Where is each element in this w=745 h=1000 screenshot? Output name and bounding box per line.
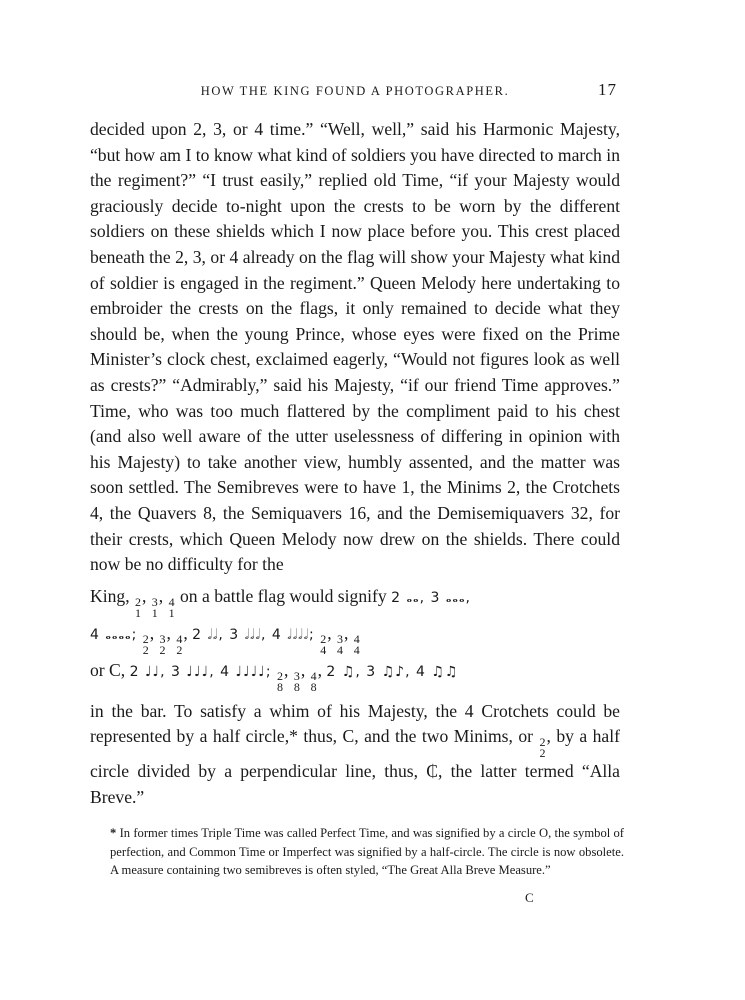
fraction: 4 2 bbox=[176, 631, 183, 656]
notation-row-1: King, 2 1 , 3 1 , 4 1 on a battle flag would signify 2 𝅝𝅝, 3 𝅝𝅝𝅝, bbox=[90, 585, 471, 619]
fraction: 2 1 bbox=[135, 594, 141, 619]
quaver-notes: 2 ♫, 3 ♫♪, 4 ♫♫ bbox=[326, 663, 459, 680]
notation-row-3: or C, 2 ♩♩, 3 ♩♩♩, 4 ♩♩♩♩; 2 8 , 3 8 , 4 8 , 2 ♫, 3 ♫♪, 4 ♫♫ bbox=[90, 659, 459, 693]
minim-notes: 2 𝅗𝅥𝅗𝅥, 3 𝅗𝅥𝅗𝅥𝅗𝅥, 4 𝅗𝅥𝅗𝅥𝅗𝅥𝅗𝅥; bbox=[192, 626, 315, 643]
page-number: 17 bbox=[598, 80, 617, 99]
paragraph: decided upon 2, 3, or 4 time.” “Well, well,” said his Harmonic Majesty, “but how am I to know what kind of soldiers you have directed to march in the regiment?” “I trust easily,” replied old Time, “if your Majesty would graciously decide to-night upon the crests to be worn by the different soldiers on these shields which I now place before you. This crest placed beneath the 2, 3, or 4 already on the flag will show your Majesty what kind of soldier is engaged in the regiment.” Queen Melody here undertaking to embroider the crests on the flags, it only remained to decide what they should be, when the young Prince, whose eyes were fixed on the Prime Minister’s clock chest, exclaimed eagerly, “Would not figures look as well as crests?” “Admirably,” said his Majesty, “if our friend Time approves.” Time, who was too much flattered by the compliment paid to his chest (and also well aware of the utter uselessness of differing in opinion with his Majesty) to take another view, humbly assented, and the matter was soon settled. The Semibreves were to have 1, the Minims 2, the Crotchets 4, the Quavers 8, the Semiquavers 16, and the Demisemiquavers 32, for their crests, which Queen Melody now drew on the shields. There could now be no difficulty for the bbox=[90, 119, 620, 575]
fraction: 3 2 bbox=[159, 631, 166, 656]
running-title: HOW THE KING FOUND A PHOTOGRAPHER. bbox=[200, 84, 510, 98]
fraction: 4 8 bbox=[310, 668, 317, 693]
crotchet-notes: 2 ♩♩, 3 ♩♩♩, 4 ♩♩♩♩; bbox=[129, 663, 272, 680]
fraction: 3 8 bbox=[293, 668, 300, 693]
semibreve-notes: 4 𝅝𝅝𝅝𝅝; bbox=[90, 626, 138, 643]
fraction: 2 4 bbox=[320, 631, 327, 656]
fraction: 2 2 bbox=[142, 631, 149, 656]
semibreve-notes: 2 𝅝𝅝, 3 𝅝𝅝𝅝, bbox=[391, 589, 471, 606]
main-text bbox=[90, 117, 620, 810]
footnote bbox=[110, 824, 624, 880]
fraction: 4 4 bbox=[353, 631, 360, 656]
paragraph: in the bar. To satisfy a whim of his Majesty, the 4 Crotchets could be represented by a half circle,* thus, C, and the two Minims, or 2 2 , by a half circle divided by a perpendicular line, thus, ₵, the latter termed “Alla Breve.” bbox=[90, 700, 620, 807]
fraction: 4 1 bbox=[168, 594, 175, 619]
fraction: 2 2 bbox=[539, 735, 546, 761]
fraction: 2 8 bbox=[277, 668, 284, 693]
footnote-text: In former times Triple Time was called Perfect Time, and was signified by a circle O, the symbol of perfection, and Common Time or Imperfect was signified by a half-circle. The circle is now obsolete. A measure containing two semibreves is often styled, “The Great Alla Breve Measure.” bbox=[110, 826, 624, 877]
notation-row-2: 4 𝅝𝅝𝅝𝅝; 2 2 , 3 2 , 4 2 , 2 𝅗𝅥𝅗𝅥, 3 𝅗𝅥𝅗𝅥𝅗𝅥, 4 𝅗𝅥𝅗𝅥𝅗𝅥𝅗𝅥; 2 4 , 3 4 , 4 4 bbox=[90, 622, 360, 656]
footnote-marker: * bbox=[110, 826, 117, 840]
fraction: 3 4 bbox=[336, 631, 343, 656]
time-signature-examples bbox=[90, 582, 620, 693]
signature-mark: C bbox=[525, 890, 534, 905]
fraction: 3 1 bbox=[151, 594, 158, 619]
